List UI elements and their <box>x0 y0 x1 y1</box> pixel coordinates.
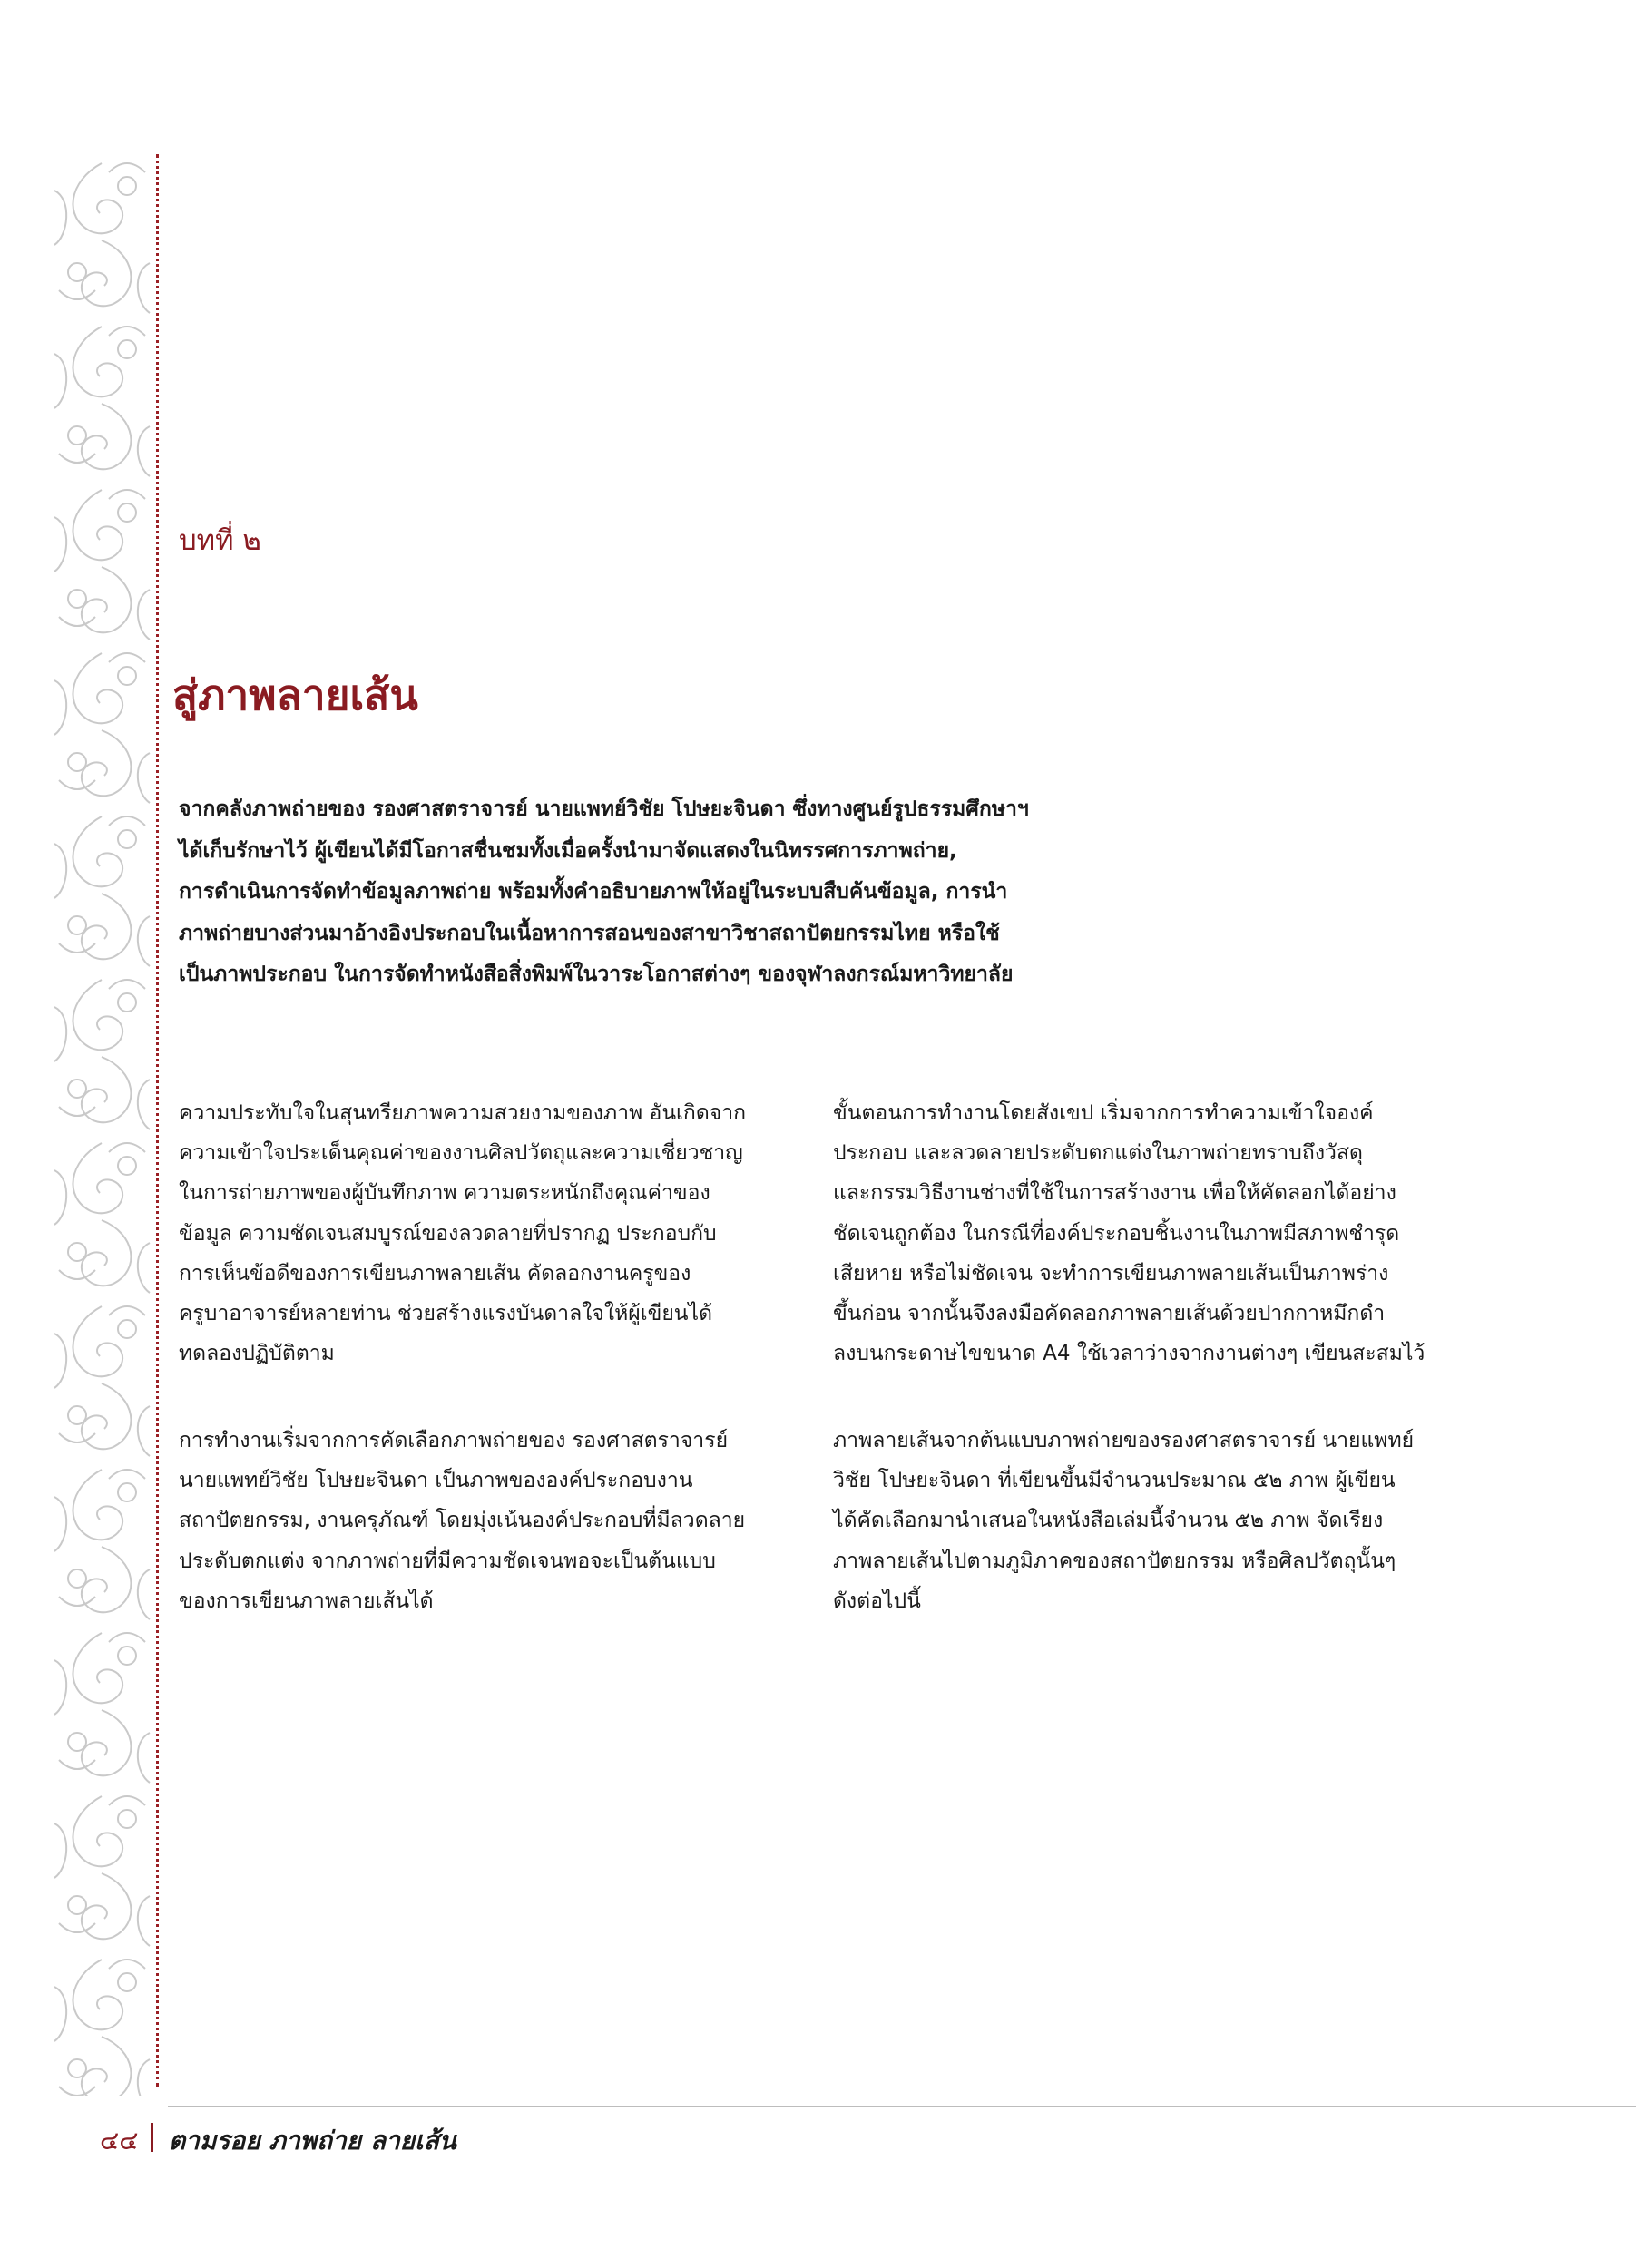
chapter-label: บทที่ ๒ <box>179 524 261 557</box>
page-number: ๔๔ <box>100 2126 139 2156</box>
text-line: ครูบาอาจารย์หลายท่าน ช่วยสร้างแรงบันดาลใจให้ผู้เขียนได้ <box>179 1302 713 1326</box>
text-line: วิชัย โปษยะจินดา ที่เขียนขึ้นมีจำนวนประมาณ ๕๒ ภาพ ผู้เขียน <box>833 1469 1396 1493</box>
vertical-dotted-rule <box>156 154 159 2087</box>
footer-divider <box>168 2106 1636 2107</box>
intro-line: ได้เก็บรักษาไว้ ผู้เขียนได้มีโอกาสชื่นชมทั้งเมื่อครั้งนำมาจัดแสดงในนิทรรศการภาพถ่าย, <box>179 838 957 863</box>
right-column-paragraph-2 <box>833 1421 1468 1621</box>
text-line: ดังต่อไปนี้ <box>833 1589 921 1613</box>
text-line: ความเข้าใจประเด็นคุณค่าของงานศิลปวัตถุและความเชี่ยวชาญ <box>179 1141 743 1166</box>
intro-line: จากคลังภาพถ่ายของ รองศาสตราจารย์ นายแพทย์วิชัย โปษยะจินดา ซึ่งทางศูนย์รูปธรรมศึกษาฯ <box>179 797 1029 821</box>
intro-paragraph <box>179 789 1141 996</box>
text-line: ขั้นตอนการทำงานโดยสังเขป เริ่มจากการทำความเข้าใจองค์ <box>833 1101 1374 1125</box>
running-footer-title: ตามรอย ภาพถ่าย ลายเส้น <box>169 2126 456 2156</box>
text-line: ประกอบ และลวดลายประดับตกแต่งในภาพถ่ายทราบถึงวัสดุ <box>833 1141 1363 1166</box>
intro-line: เป็นภาพประกอบ ในการจัดทำหนังสือสิ่งพิมพ์ในวาระโอกาสต่างๆ ของจุฬาลงกรณ์มหาวิทยาลัย <box>179 963 1014 986</box>
text-line: ชัดเจนถูกต้อง ในกรณีที่องค์ประกอบชิ้นงานในภาพมีสภาพชำรุด <box>833 1221 1400 1246</box>
floral-ornament-border <box>50 154 154 2096</box>
footer-separator <box>151 2123 153 2152</box>
text-line: ได้คัดเลือกมานำเสนอในหนังสือเล่มนี้จำนวน ๕๒ ภาพ จัดเรียง <box>833 1509 1384 1533</box>
text-line: สถาปัตยกรรม, งานครุภัณฑ์ โดยมุ่งเน้นองค์ประกอบที่มีลวดลาย <box>179 1509 746 1533</box>
text-line: ในการถ่ายภาพของผู้บันทึกภาพ ความตระหนักถึงคุณค่าของ <box>179 1181 710 1206</box>
right-column-paragraph-1 <box>833 1093 1468 1374</box>
text-line: ทดลองปฏิบัติตาม <box>179 1342 335 1366</box>
text-line: ข้อมูล ความชัดเจนสมบูรณ์ของลวดลายที่ปรากฏ ประกอบกับ <box>179 1221 717 1246</box>
chapter-title: สู่ภาพลายเส้น <box>172 670 418 719</box>
text-line: การทำงานเริ่มจากการคัดเลือกภาพถ่ายของ รองศาสตราจารย์ <box>179 1429 729 1452</box>
text-line: ของการเขียนภาพลายเส้นได้ <box>179 1589 434 1613</box>
text-line: ขึ้นก่อน จากนั้นจึงลงมือคัดลอกภาพลายเส้นด้วยปากกาหมึกดำ <box>833 1302 1386 1326</box>
text-line: การเห็นข้อดีของการเขียนภาพลายเส้น คัดลอกงานครูของ <box>179 1261 691 1286</box>
text-line: ลงบนกระดาษไขขนาด A4 ใช้เวลาว่างจากงานต่างๆ เขียนสะสมไว้ <box>833 1342 1425 1366</box>
text-line: ภาพลายเส้นจากต้นแบบภาพถ่ายของรองศาสตราจารย์ นายแพทย์ <box>833 1429 1415 1452</box>
text-line: ภาพลายเส้นไปตามภูมิภาคของสถาปัตยกรรม หรือศิลปวัตถุนั้นๆ <box>833 1549 1396 1573</box>
text-line: นายแพทย์วิชัย โปษยะจินดา เป็นภาพขององค์ประกอบงาน <box>179 1469 693 1493</box>
text-line: เสียหาย หรือไม่ชัดเจน จะทำการเขียนภาพลายเส้นเป็นภาพร่าง <box>833 1261 1389 1286</box>
intro-line: การดำเนินการจัดทำข้อมูลภาพถ่าย พร้อมทั้งคำอธิบายภาพให้อยู่ในระบบสืบค้นข้อมูล, การนำ <box>179 880 1008 904</box>
left-column-paragraph-2 <box>179 1421 796 1621</box>
text-line: ประดับตกแต่ง จากภาพถ่ายที่มีความชัดเจนพอจะเป็นต้นแบบ <box>179 1549 716 1573</box>
text-line: ความประทับใจในสุนทรียภาพความสวยงามของภาพ อันเกิดจาก <box>179 1101 747 1125</box>
intro-line: ภาพถ่ายบางส่วนมาอ้างอิงประกอบในเนื้อหาการสอนของสาขาวิชาสถาปัตยกรรมไทย หรือใช้ <box>179 921 1000 945</box>
text-line: และกรรมวิธีงานช่างที่ใช้ในการสร้างงาน เพื่อให้คัดลอกได้อย่าง <box>833 1181 1396 1206</box>
left-column-paragraph-1 <box>179 1093 796 1374</box>
